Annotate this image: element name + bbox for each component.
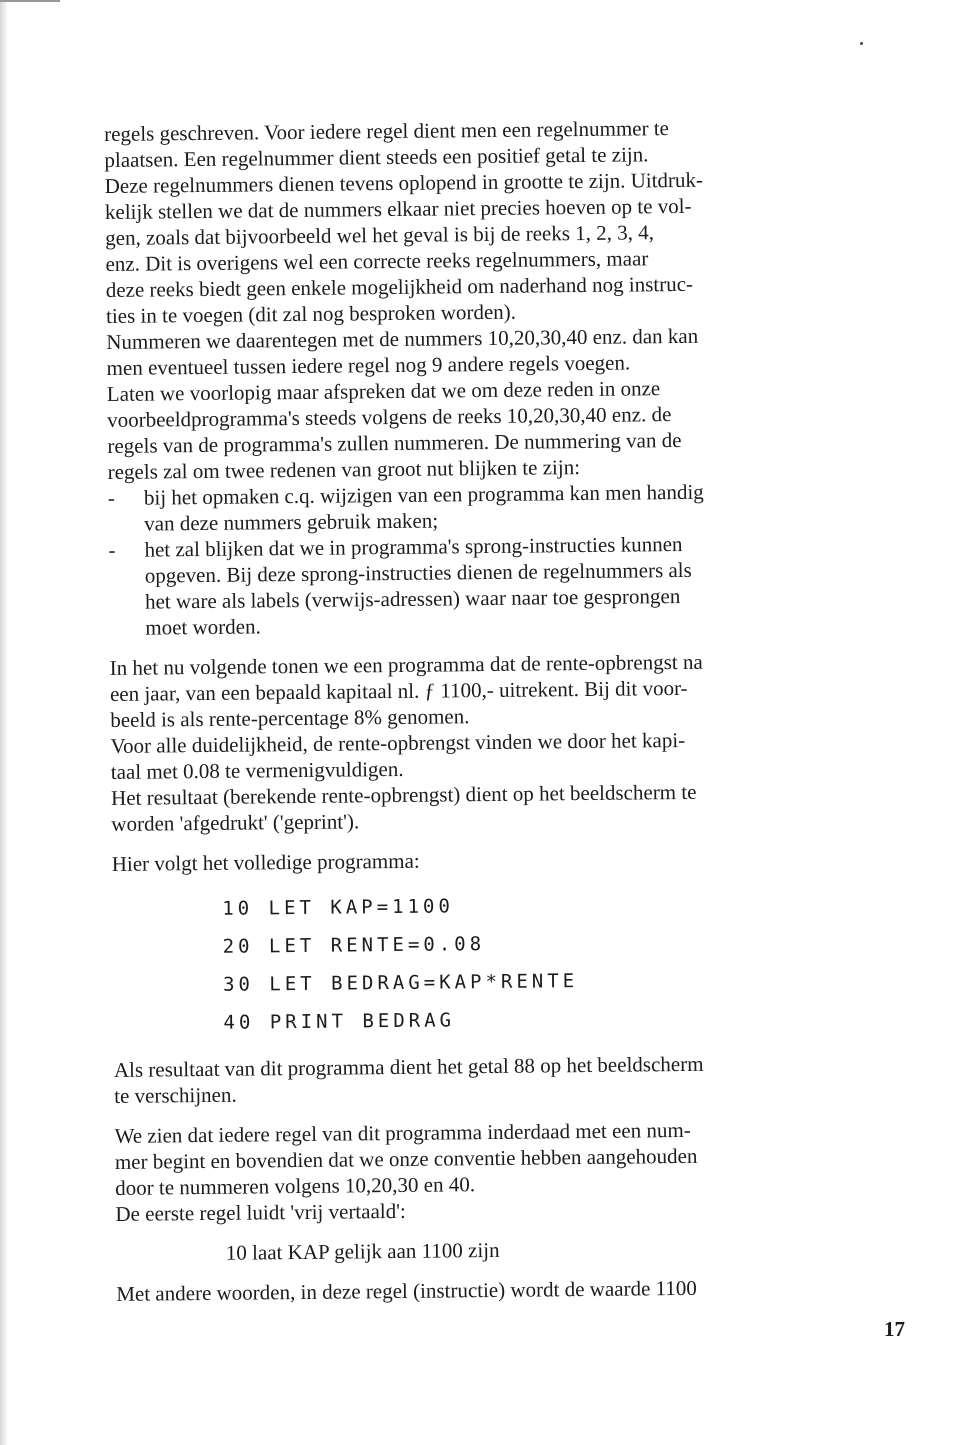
text-line: In het nu volgende tonen we een programma dat de rente-opbrengst na [109,649,703,680]
bullet-item [108,529,905,641]
text-line: Met andere woorden, in deze regel (instructie) wordt de waarde 1100 [116,1275,697,1306]
text-line: gen, zoals dat bijvoorbeeld wel het geval is bij de reeks 1, 2, 3, 4, [105,220,655,250]
text-line: men eventueel tussen iedere regel nog 9 andere regels voegen. [106,350,631,380]
text-line: het zal blijken dat we in programma's sprong-instructies kunnen [144,531,683,562]
bullet-item [108,477,905,537]
text-line: ties in te voegen (dit zal nog besproken worden). [105,299,517,328]
text-line: bij het opmaken c.q. wijzigen van een programma kan men handig [143,479,704,510]
text-line: door te nummeren volgens 10,20,30 en 40. [115,1172,476,1200]
program-heading: Hier volgt het volledige programma: [111,848,420,876]
bullet-dash: - [107,485,116,510]
text-line: mer begint en bovendien dat we onze conventie hebben aangehouden [114,1143,698,1174]
text-line: Als resultaat van dit programma dient het getal 88 op het beeldscherm [113,1051,704,1082]
paragraph-program-intro [110,647,908,837]
page-edge-shadow [0,0,8,1445]
text-line: deze reeks biedt geen enkele mogelijkheid om naderhand nog instruc- [105,271,694,302]
paragraph-explanation [114,1115,911,1227]
scan-corner-mark [0,0,60,2]
text-line: moet worden. [145,614,261,640]
free-translation: 10 laat KAP gelijk aan 1100 zijn [225,1237,500,1265]
text-line: het ware als labels (verwijs-adressen) waar naar toe gesprongen [144,583,681,614]
text-line: regels zal om twee redenen van groot nut blijken te zijn: [107,455,581,484]
text-line: voorbeeldprogramma's steeds volgens de reeks 10,20,30,40 enz. de [107,402,672,432]
code-line: 20 LET RENTE=0.08 [222,933,486,958]
text-line: Nummeren we daarentegen met de nummers 10,20,30,40 enz. dan kan [106,323,699,354]
text-line: beeld is als rente-percentage 8% genomen. [110,704,470,732]
text-line: regels geschreven. Voor iedere regel dient men een regelnummer te [104,116,670,146]
text-line: een jaar, van een bepaald kapitaal nl. ƒ 1100,- uitrekent. Bij dit voor- [109,675,688,706]
text-line: te verschijnen. [114,1082,237,1108]
text-line: plaatsen. Een regelnummer dient steeds een positief getal te zijn. [104,142,649,172]
text-line: taal met 0.08 te vermenigvuldigen. [110,756,404,784]
bullet-dash: - [108,537,116,562]
paragraph-result [114,1049,911,1109]
code-line: 10 LET KAP=1100 [222,895,454,920]
body-text [104,113,912,1307]
text-line: Laten we voorlopig maar afspreken dat we om deze reden in onze [106,376,661,406]
ink-speck [860,42,863,45]
text-line: van deze nummers gebruik maken; [144,508,439,536]
code-line: 40 PRINT BEDRAG [223,1009,456,1034]
code-listing [222,883,910,1042]
code-line: 30 LET BEDRAG=KAP*RENTE [222,970,579,996]
text-line: De eerste regel luidt 'vrij vertaald': [115,1198,406,1226]
page-number: 17 [884,1317,905,1341]
text-line: regels van de programma's zullen nummeren. De nummering van de [107,427,682,458]
text-line: Voor alle duidelijkheid, de rente-opbrengst vinden we door het kapi- [110,727,686,758]
text-line: We zien dat iedere regel van dit programma inderdaad met een num- [114,1117,691,1148]
text-line: Het resultaat (berekende rente-opbrengst) dient op het beeldscherm te [110,779,697,810]
paragraph-line-numbering [104,113,904,485]
text-line: kelijk stellen we dat de nummers elkaar niet precies hoeven op te vol- [104,193,692,224]
text-line: enz. Dit is overigens wel een correcte reeks regelnummers, maar [105,246,649,276]
text-line: opgeven. Bij deze sprong-instructies dienen de regelnummers als [144,557,692,588]
text-line: worden 'afgedrukt' ('geprint'). [111,809,360,836]
text-line: Deze regelnummers dienen tevens oplopend in grootte te zijn. Uitdruk- [104,167,704,198]
